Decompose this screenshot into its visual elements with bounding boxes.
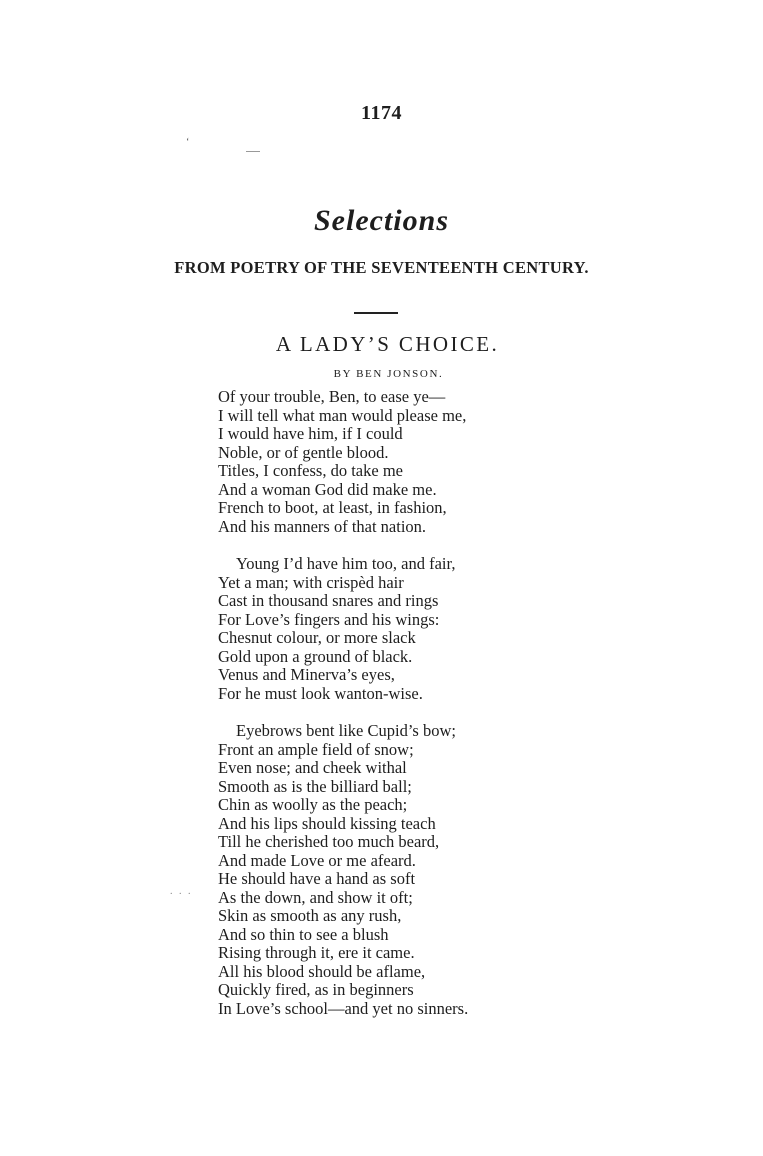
stanza-1 [218,388,538,536]
poem-line: Noble, or of gentle blood. [218,442,389,462]
poem-line: Skin as smooth as any rush, [218,906,402,925]
poem-line: Even nose; and cheek withal [218,758,407,777]
poem-line: Chin as woolly as the peach; [218,795,408,814]
poem-line: I will tell what man would please me, [218,405,467,425]
poem-line: Venus and Minerva’s eyes, [218,665,395,684]
poem-line: In Love’s school—and yet no sinners. [218,998,469,1018]
poem-line: Of your trouble, Ben, to ease ye— [218,387,446,406]
stray-dash [246,151,260,152]
stanza-3 [218,722,538,1018]
poem-line: I would have him, if I could [218,424,403,443]
poem-line: French to boot, at least, in fashion, [218,498,447,517]
poem-line: And so thin to see a blush [218,924,389,944]
poem-line: He should have a hand as soft [218,869,416,888]
section-subheading: FROM POETRY OF THE SEVENTEENTH CENTURY. [174,258,589,277]
poem-line: And his lips should kissing teach [218,813,436,833]
poem-line: Cast in thousand snares and rings [218,591,439,610]
poem-line: And a woman God did make me. [218,479,437,499]
poem-line: All his blood should be aflame, [218,961,426,981]
poem-line: Chesnut colour, or more slack [218,628,416,647]
poem-line: Young I’d have him too, and fair, [236,554,456,573]
poem-line: Smooth as is the billiard ball; [218,776,412,796]
section-heading: Selections [314,204,449,237]
poem-line: Front an ample field of snow; [218,739,414,759]
poem-line: For he must look wanton-wise. [218,683,423,703]
poem-line: Rising through it, ere it came. [218,943,415,962]
stanza-2 [218,555,538,703]
stray-mark: ‘ [186,137,190,148]
margin-mark: . . . [170,886,193,897]
poem-line: Quickly fired, as in beginners [218,980,414,999]
poem-line: And his manners of that nation. [218,516,427,536]
page-number: 1174 [361,102,402,124]
poem-line: Yet a man; with crispèd hair [218,572,404,592]
poem-line: For Love’s fingers and his wings: [218,609,440,629]
poem-line: Gold upon a ground of black. [218,646,413,666]
poem-line: As the down, and show it oft; [218,887,413,907]
poem-title: A LADY’S CHOICE. [275,332,500,356]
poem-body [218,388,538,1037]
poem-line: And made Love or me afeard. [218,850,416,870]
poem-line: Till he cherished too much beard, [218,832,440,851]
poem-line: Eyebrows bent like Cupid’s bow; [236,721,456,740]
poem-line: Titles, I confess, do take me [218,461,403,480]
poem-author: BY BEN JONSON. [333,368,444,380]
divider-rule [354,312,398,314]
